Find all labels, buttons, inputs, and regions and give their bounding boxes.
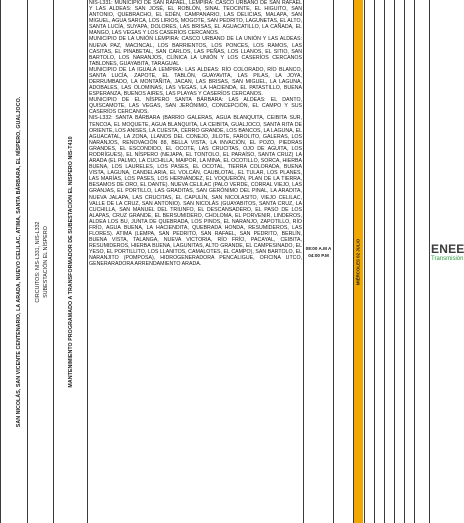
column-divider: [404, 0, 405, 523]
area-paragraph: NIS-L332: SANTA BÁRBARA (BARRIO GALERAS, AGUA BLANQUITA, CEIBITA SUR, TENCOA, EL MOQUETE, AGUA BLANQUITA, LA CEIBITA, GUALJOCO, SANTA RITA DE ORIENTE, LOS ANISES, LA CUESTA, CERRO GRANDE, LOS BANCOS, LA LAGUNA, EL AGUACATAL, LA ZONA, LLANOS DEL CONEJO, JILOTE, FAROLITO, GALERAS, LOS NARANJOS, RENOVACIÓN 88, BELLA VISTA, LA INVACIÓN, EL POZO, PIEDRAS GRANDES, EL ESCONDIDO, EL OCOTE, LAS CRUCITAS, OJO DE AGUITA, LOS RODRÍGUES), EL NÍSPERO (NEJAPA, EL TONTOLO, EL PARAÍSO, SANTA CRUZ) LA ARADA (EL PALMO, LA CUCHILLA, MAIPOR, LA MINA, EL OCOTILLO, SORCA, HIERBA BUENA, LOS LAURELES, LOS PASES, EL OCOTAL, TIERRA COLORADA, BUENA VISTA, LAGUNA, CANDELARIA, EL VOLCÁN, CAUBLOTAL, EL TULAR, LOS PLANES, LAS MARÍAS, LOS PASES, LOS HERNÁNDEZ, EL VOQUERÓN, PLAN DE LA TIERRA, BESAMOS DE ORO, EL DANTE). NUEVA CELILAC (PALO VERDE, CORRAL VIEJO, LAS GRANJAS, EL PORTILLO, LAS GRADITAS, SAN GERÓNIMO DEL PINAL, LA ARADITA, NUEVA JALAPA, LAS CRUCITAS, EL CAPULÍN, SAN NICOLASITO, VIEJO CELILAC, VALLE DE LA CRUZ, SAN ANTONIO). SAN NICOLÁS (GUAYABITOS, SANTA CRUZ, LA CUCHILLA, SAN MANUEL DEL TRIUNFO, EL DESCANSADERO, EL PASO DE LOS ALAPAS, CRUZ GRANDE, EL BERSUMIDERO, CHOLOMA, EL PORVENIR, LINDEROS, ALDEA LOS BU, JUNTA DE QUEBRADA, LOS PINOS, EL NARANJO, ZAPOTILLO, RÍO FRÍO, AGUA BUENA, LA HACIENDITA, QUEBRADA HONDA, RESUMIDEROS, LAS FLORES). ATIMA (LEMPA, SAN PEDRITO, SAN RAFAEL, SAN PEDRITO, BERLÍN, BUENA VISTA, TALANGA, NUEVA VICTORIA, RÍO FRÍO, PACAYAL, CEIBITA, RESUMIDEROS, HIERBA BUENA, LAGUNITAS, ALTO GRANDE, EL CAMPESINADO, EL YESO, EL PORTILLITO, LOS LLANITOS, CAMALOTES, EL CAMPO), SAN BARTOLO, EL NARANJITO (POMPOSA), HIDROGENERADORA PENCALIGUE, OFICINA UTCO, GENERARADORA ARRENDAMIENTO ARADA.: [89, 115, 302, 268]
column-divider: [414, 0, 415, 523]
enee-logo: [431, 242, 464, 272]
department-label: SAN NICOLÁS, SAN VICENTE CENTENARIO, LA ARADA, NUEVO CELILAC, ATIMA, SANTA BÁRBARA, EL NÍSPERO, GUALJOCO.: [16, 96, 22, 428]
logo-main-text: ENEE: [431, 242, 464, 256]
column-divider: [0, 0, 1, 523]
date-label: MIÉRCOLES 02 JULIO: [355, 238, 361, 286]
column-divider: [429, 0, 430, 523]
column-divider: [364, 0, 365, 523]
area-paragraph: NIS-L331: MUNICIPIO DE SAN RAFAEL, LEMPIRA: CASCO URBANO DE SAN RAFAEL Y LAS ALDEAS: SAN JOSÉ, EL ROBLÓN, SINAL TEOCINTE, EL HIGUITO, SAN ANTONIO, QUEBRACHO, EL EDÉN, CAMPANARIO, LAS DELICIAS, MALAPA, SAN MIGUEL, AGUA SARCA, LOS LIRIOS, MOGOTE, SAN PEDRITO, LAGUNETAS, EL ALTO, SANTA LUCÍA, SUYAPA, DOLORES, LAS BRISAS, EL AGUACATILLO, LA CAÑADA, EL MANGO, LAS VEGAS Y LOS CASERÍOS CERCANOS.: [89, 0, 302, 37]
substation-label: SUBESTACIÓN EL NÍSPERO: [43, 226, 49, 298]
end-time: 04:00 P.M: [308, 253, 329, 258]
maintenance-label: MANTENIMIENTO PROGRAMADO A TRANSFORMADOR DE SUBESTACIÓN EL NISPERO NIS-T410: [68, 136, 74, 388]
column-divider: [27, 0, 28, 523]
area-paragraph: MUNICIPIO DE EL NÍSPERO SANTA BÁRBARA: LAS ALDEAS: EL DANTO, QUISCAMOTE, LAS VEGAS, SAN JERÓNIMO, CONCEPCIÓN, EL CAMPO Y SUS CASERÍOS CERCANOS.: [89, 97, 302, 116]
circuits-label: CIRCUITOS: NIS-L331, NIS-L332: [35, 221, 41, 303]
column-divider: [333, 0, 334, 523]
column-divider: [303, 0, 304, 523]
affected-areas: [89, 0, 302, 523]
area-paragraph: MUNICIPIO DE LA IGUALA LEMPIRA: LAS ALDEAS: RÍO COLORADO, RÍO BLANCO, SANTA LUCÍA, ZAPOTE, EL TABLÓN, GUAYAVITA, LAS PILAS, LA JOYA, DERRUMBADO, LA MONTAÑITA, JACAN, LAS BRISAS, SAN MIGUEL, LA LAGUNA, ADOBALES, LAS OLOMINAS, LAS VEGAS, LA HACIENDA, EL PATASTILLO, BUENA ESPERANZA, BUENOS AIRES, LAS PLAYAS Y CASERÍOS CERCANOS.: [89, 66, 302, 98]
time-range: [305, 245, 332, 259]
column-divider: [53, 0, 54, 523]
column-divider: [394, 0, 395, 523]
column-divider: [374, 0, 375, 523]
start-time: 08:00 A.M A: [305, 246, 332, 251]
column-divider: [384, 0, 385, 523]
logo-sub-text: Transmisión: [431, 256, 464, 262]
area-paragraph: MUNICIPIO DE LA UNIÓN LEMPIRA: CASCO URBANO DE LA UNIÓN Y LAS ALDEAS: NUEVA PAZ, MACINCAL, LOS BARRIENTOS, LOS PONCES, LOS RAMOS, LAS CASITAS, EL PINABETAL, SAN CARLOS, LAS PEÑAS, LOS LLANOS, EL SITIO, SAN BARTOLO, LOS NARANJOS, CLÍNICA LA UNIÓN Y LOS CASERÍOS CERCANOS TABLONES, GUAYABITA, TARAGUAL: [89, 36, 302, 67]
column-divider: [87, 0, 88, 523]
